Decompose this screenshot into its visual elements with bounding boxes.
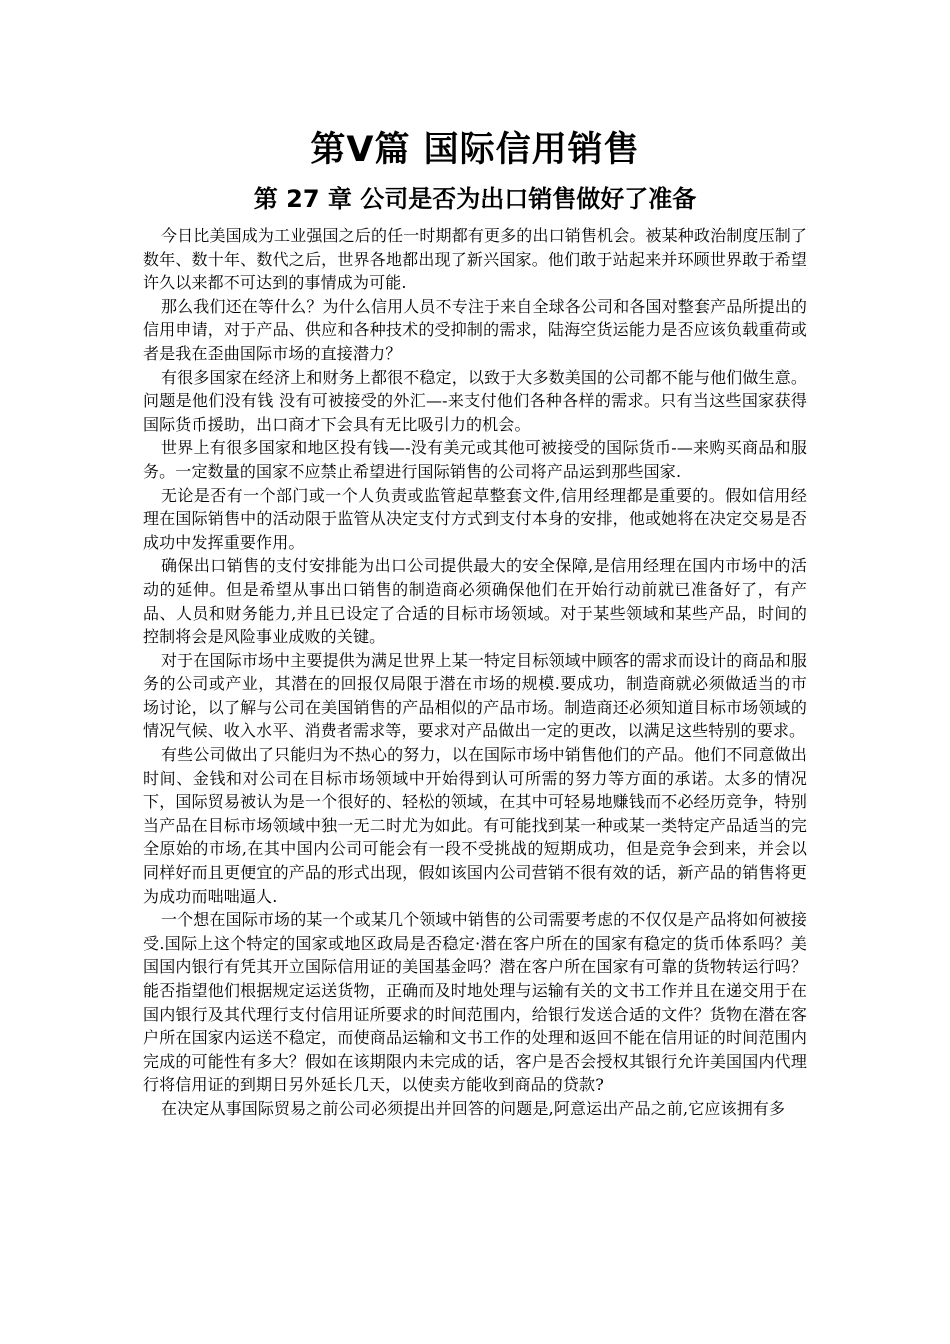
paragraph: 那么我们还在等什么？为什么信用人员不专注于来自全球各公司和各国对整套产品所提出的信用申请，对于产品、供应和各种技术的受抑制的需求，陆海空货运能力是否应该负载重荷或者是我在歪曲国际市场的直接潜力？ bbox=[143, 296, 808, 363]
part-title: 第Ⅴ篇 国际信用销售 bbox=[310, 130, 640, 170]
paragraph: 世界上有很多国家和地区投有钱—-没有美元或其他可被接受的国际货币-—来购买商品和服务。一定数量的国家不应禁止希望进行国际销售的公司将产品运到那些国家. bbox=[143, 438, 807, 481]
paragraph: 一个想在国际市场的某一个或某几个领域中销售的公司需要考虑的不仅仅是产品将如何被接受.国际上这个特定的国家或地区政局是否稳定·潜在客户所在的国家有稳定的货币体系吗？美国国内银行有凭其开立国际信用证的美国基金吗？潜在客户所在国家有可靠的货物转运行吗？能否指望他们根据规定运送货物，正确而及时地处理与运输有关的文书工作并且在递交用于在国内银行及其代理行支付信用证所要求的时间范围内，给银行发送合适的文件？货物在潜在客户所在国家内运送不稳定，而使商品运输和文书工作的处理和返回不能在信用证的时间范围内完成的可能性有多大？假如在该期限内未完成的话，客户是否会授权其银行允许美国国内代理行将信用证的到期日另外延长几天，以使卖方能收到商品的贷款? bbox=[143, 910, 808, 1095]
paragraph: 有些公司做出了只能归为不热心的努力，以在国际市场中销售他们的产品。他们不同意做出时间、金钱和对公司在目标市场领域中开始得到认可所需的努力等方面的承诺。太多的情况下，国际贸易被认为是一个很好的、轻松的领域，在其中可轻易地赚钱而不必经历竞争，特别当产品在目标市场领域中独一无二时尤为如此。有可能找到某一种或某一类特定产品适当的完全原始的市场,在其中国内公司可能会有一段不受挑战的短期成功，但是竞争会到来，并会以同样好而且更便宜的产品的形式出现，假如该国内公司营销不很有效的话，新产品的销售将更为成功而咄咄逼人. bbox=[143, 745, 808, 906]
document-page bbox=[143, 128, 807, 1121]
paragraph: 确保出口销售的支付安排能为出口公司提供最大的安全保障,是信用经理在国内市场中的活动的延伸。但是希望从事出口销售的制造商必须确保他们在开始行动前就已准备好了，有产品、人员和财务能力,并且已设定了合适的目标市场领域。对于某些领域和某些产品，时间的控制将会是风险事业成败的关键。 bbox=[143, 556, 807, 647]
paragraph: 无论是否有一个部门或一个人负责或监管起草整套文件,信用经理都是重要的。假如信用经理在国际销售中的活动限于监管从决定支付方式到支付本身的安排，他或她将在决定交易是否成功中发挥重要作用。 bbox=[143, 485, 807, 552]
paragraph: 有很多国家在经济上和财务上都很不稳定，以致于大多数美国的公司都不能与他们做生意。问题是他们没有钱 没有可被接受的外汇—-来支付他们各种各样的需求。只有当这些国家获得国际货币援助，出口商才下会具有无比吸引力的机会。 bbox=[143, 367, 808, 434]
document-body bbox=[143, 224, 807, 1121]
paragraph: 今日比美国成为工业强国之后的任一时期都有更多的出口销售机会。被某种政治制度压制了数年、数十年、数代之后，世界各地都出现了新兴国家。他们敢于站起来并环顾世界敢于希望许久以来都不可达到的事情成为可能. bbox=[143, 226, 808, 293]
paragraph: 对于在国际市场中主要提供为满足世界上某一特定目标领域中顾客的需求而设计的商品和服务的公司或产业，其潜在的回报仅局限于潜在市场的规模.要成功，制造商就必须做适当的市场讨论，以了解与公司在美国销售的产品相似的产品市场。制造商还必须知道目标市场领域的情况气候、收入水平、消费者需求等，要求对产品做出一定的更改，以满足这些特别的要求。 bbox=[143, 650, 808, 741]
chapter-title: 第 27 章 公司是否为出口销售做好了准备 bbox=[253, 185, 697, 213]
paragraph: 在决定从事国际贸易之前公司必须提出并回答的问题是,阿意运出产品之前,它应该拥有多 bbox=[161, 1098, 786, 1118]
